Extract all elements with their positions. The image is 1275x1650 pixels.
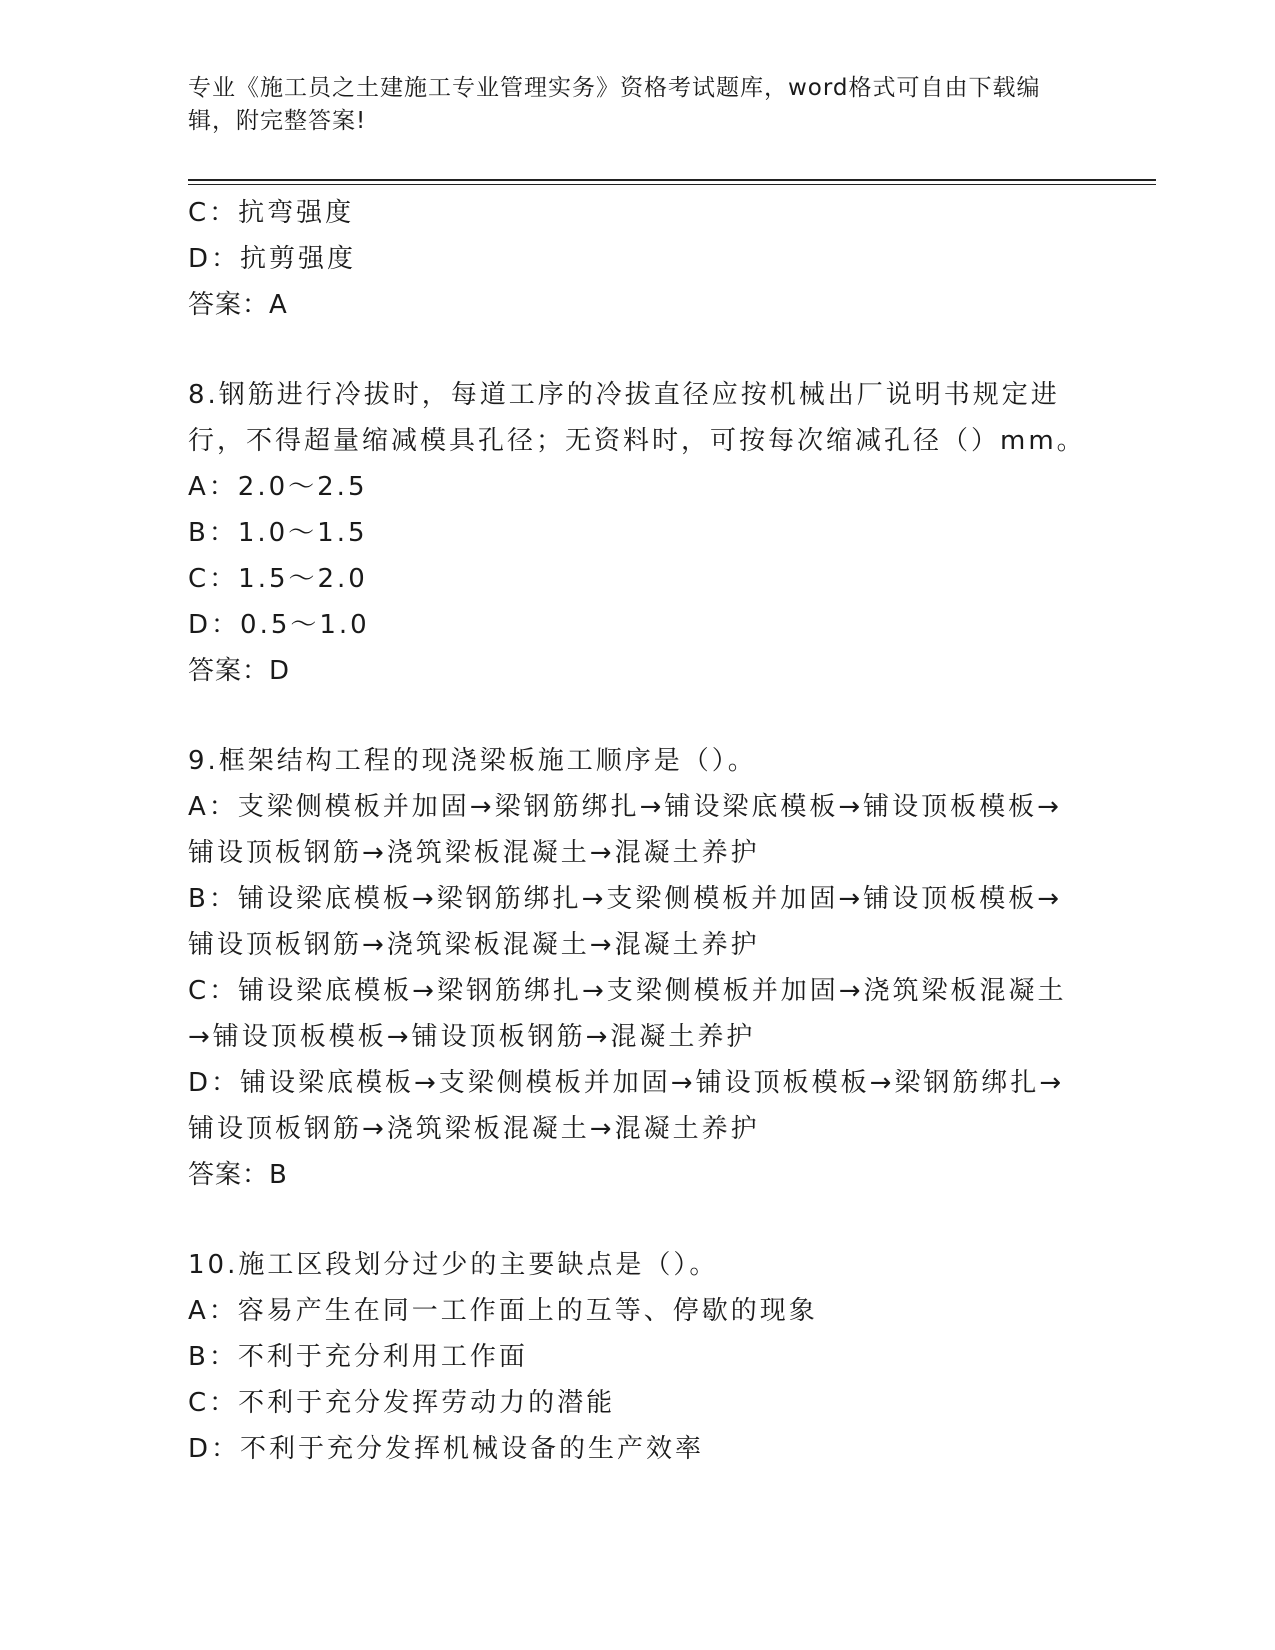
spacer: [188, 1198, 1088, 1242]
q8-stem-line-2: 行，不得超量缩减模具孔径；无资料时，可按每次缩减孔径（）mm。: [188, 426, 1086, 456]
q10-option-d: D：不利于充分发挥机械设备的生产效率: [188, 1434, 705, 1464]
q10-stem: 10.施工区段划分过少的主要缺点是（）。: [188, 1250, 719, 1280]
q9-option-a-line-1: A：支梁侧模板并加固→梁钢筋绑扎→铺设梁底模板→铺设顶板模板→: [188, 792, 1062, 822]
question-content: [188, 190, 1088, 1472]
spacer: [188, 328, 1088, 372]
header-divider-thick: [188, 179, 1156, 181]
q9-option-a-line-2: 铺设顶板钢筋→浇筑梁板混凝土→混凝土养护: [188, 838, 760, 868]
q9-option-b-line-1: B：铺设梁底模板→梁钢筋绑扎→支梁侧模板并加固→铺设顶板模板→: [188, 884, 1062, 914]
q10-option-c: C：不利于充分发挥劳动力的潜能: [188, 1388, 616, 1418]
q9-option-d-line-1: D：铺设梁底模板→支梁侧模板并加固→铺设顶板模板→梁钢筋绑扎→: [188, 1068, 1065, 1098]
q8-stem-line-1: 8.钢筋进行冷拔时，每道工序的冷拔直径应按机械出厂说明书规定进: [188, 380, 1060, 410]
q8-option-b: B：1.0～1.5: [188, 518, 368, 548]
q7-answer: 答案：A: [188, 290, 288, 320]
header-divider-thin: [188, 184, 1156, 185]
spacer: [188, 694, 1088, 738]
header-line-2: 辑，附完整答案!: [188, 108, 367, 134]
q10-option-b: B：不利于充分利用工作面: [188, 1342, 528, 1372]
document-header: [188, 72, 1088, 138]
q8-option-a: A：2.0～2.5: [188, 472, 368, 502]
q9-option-c-line-2: →铺设顶板模板→铺设顶板钢筋→混凝土养护: [188, 1022, 756, 1052]
q8-option-d: D：0.5～1.0: [188, 610, 370, 640]
q10-option-a: A：容易产生在同一工作面上的互等、停歇的现象: [188, 1296, 818, 1326]
q8-option-c: C：1.5～2.0: [188, 564, 368, 594]
q8-answer: 答案：D: [188, 656, 291, 686]
q9-answer: 答案：B: [188, 1160, 288, 1190]
q7-option-d: D：抗剪强度: [188, 244, 357, 274]
header-line-1: 专业《施工员之土建施工专业管理实务》资格考试题库，word格式可自由下载编: [188, 75, 1041, 101]
q9-stem: 9.框架结构工程的现浇梁板施工顺序是（）。: [188, 746, 757, 776]
q9-option-d-line-2: 铺设顶板钢筋→浇筑梁板混凝土→混凝土养护: [188, 1114, 760, 1144]
q9-option-b-line-2: 铺设顶板钢筋→浇筑梁板混凝土→混凝土养护: [188, 930, 760, 960]
q7-option-c: C：抗弯强度: [188, 198, 355, 228]
q9-option-c-line-1: C：铺设梁底模板→梁钢筋绑扎→支梁侧模板并加固→浇筑梁板混凝土: [188, 976, 1067, 1006]
